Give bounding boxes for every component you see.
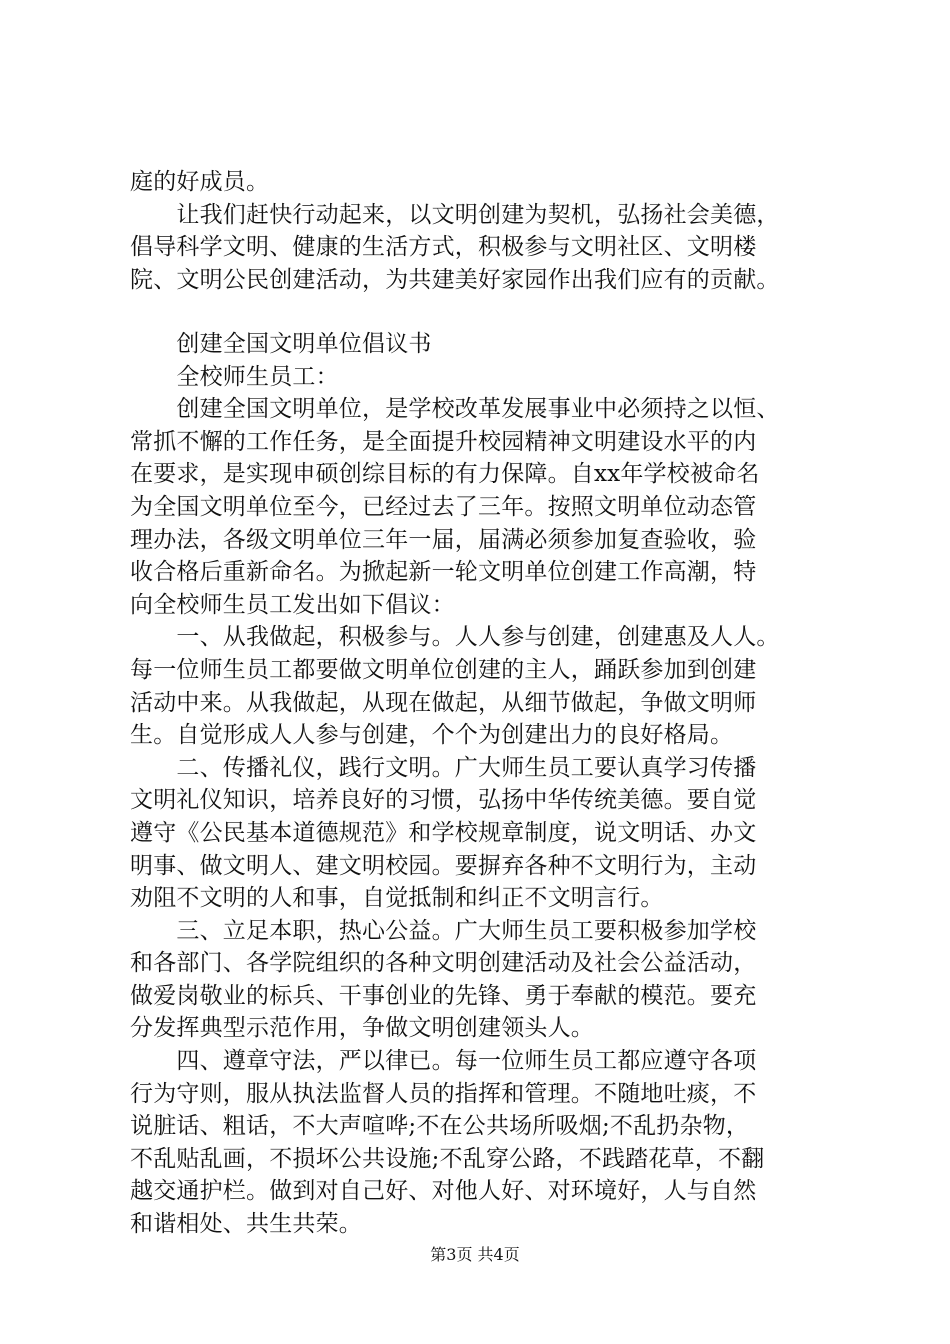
- page-number-footer: 第3页 共4页: [430, 1245, 520, 1264]
- proposal-letter: 创建全国文明单位倡议书 全校师生员工： 创建全国文明单位，是学校改革发展事业中必须持之以恒、 常抓不懈的工作任务，是全面提升校园精神文明建设水平的内 在要求，是实现申硕创综目标的有力保障。自xx年学校被命名 为全国文明单位至今，已经过去了三年。按照文明单位动态管 理办法，各级文明单位三年一届，届满必须参加复查验收，验 收合格后重新命名。为掀起新一轮文明单位创建工作高潮，特 向全校师生员工发出如下倡议： 一、从我做起，积极参与。人人参与创建，创建惠及人人。 每一位师生员工都要做文明单位创建的主人，踊跃参加到创建 活动中来。从我做起，从现在做起，从细节做起，争做文明师 生。自觉形成人人参与创建，个个为创建出力的良好格局。 二、传播礼仪，践行文明。广大师生员工要认真学习传播 文明礼仪知识，培养良好的习惯，弘扬中华传统美德。要自觉 遵守《公民基本道德规范》和学校规章制度，说文明话、办文 明事、做文明人、建文明校园。要摒弃各种不文明行为，主动 劝阻不文明的人和事，自觉抵制和纠正不文明言行。 三、立足本职，热心公益。广大师生员工要积极参加学校 和各部门、各学院组织的各种文明创建活动及社会公益活动， 做爱岗敬业的标兵、干事创业的先锋、勇于奉献的模范。要充 分发挥典型示范作用，争做文明创建领头人。 四、遵章守法，严以律已。每一位师生员工都应遵守各项 行为守则，服从执法监督人员的指挥和管理。不随地吐痰，不 说脏话、粗话，不大声喧哗;不在公共场所吸烟;不乱扔杂物， 不乱贴乱画，不损坏公共设施;不乱穿公路，不践踏花草，不翻 越交通护栏。做到对自己好、对他人好、对环境好，人与自然 和谐相处、共生共荣。: [130, 331, 780, 1238]
- closing-paragraphs: 庭的好成员。 让我们赶快行动起来，以文明创建为契机，弘扬社会美德， 倡导科学文明、健康的生活方式，积极参与文明社区、文明楼 院、文明公民创建活动，为共建美好家园作出我们应有的贡献。: [130, 169, 780, 293]
